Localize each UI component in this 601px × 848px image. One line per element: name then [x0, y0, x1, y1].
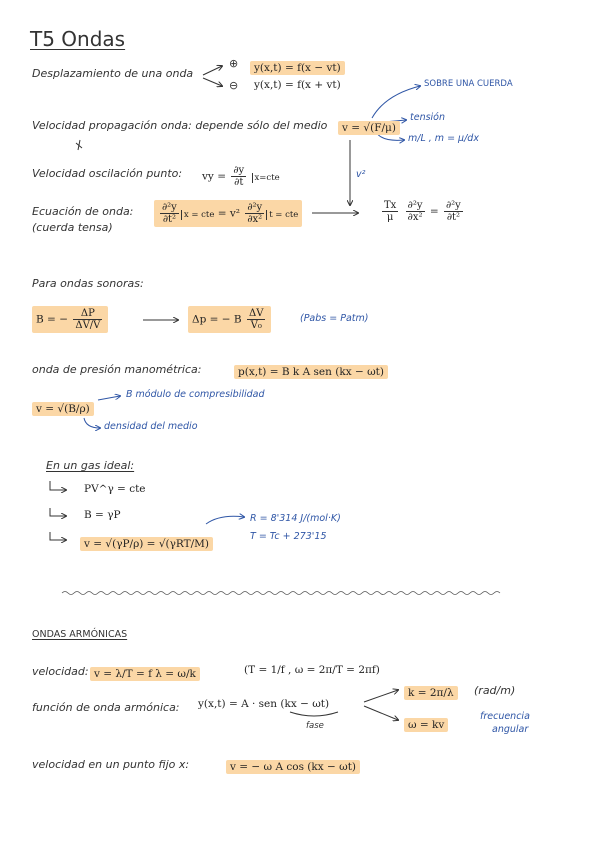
presion-eq: p(x,t) = B k A sen (kx − ωt) [234, 365, 388, 379]
armonicas-velocidad-eq: v = λ/T = f λ = ω/k [90, 667, 200, 681]
k-eq: k = 2π/λ [404, 686, 458, 700]
gas-constant-r: R = 8'314 J/(mol·K) [250, 513, 341, 524]
funcion-onda-label: función de onda armónica: [32, 701, 180, 714]
temperature-t: T = Tc + 273'15 [250, 531, 327, 542]
velocidad-oscilacion-eq: vy = $\frac{\partial y}{\partial t}$ x=cte [202, 165, 280, 188]
armonicas-velocidad-note: (T = 1/f , ω = 2π/T = 2πf) [244, 664, 380, 676]
v-squared-note: v² [356, 169, 366, 180]
presion-label: onda de presión manométrica: [32, 363, 202, 376]
ecuacion-onda-label: Ecuación de onda: [32, 205, 134, 218]
desplazamiento-label: Desplazamiento de una onda [32, 67, 194, 80]
velocidad-propagacion-eq: v = √(F/μ) [338, 121, 400, 135]
sobre-cuerda-note: SOBRE UNA CUERDA [424, 79, 513, 89]
desplazamiento-eq-minus: y(x,t) = f(x + vt) [254, 79, 341, 91]
modulo-b-eq: B = − $\frac{\Delta P}{\Delta V/V}$ [32, 306, 108, 333]
funcion-onda-eq: y(x,t) = A · sen (kx − ωt) [198, 698, 330, 710]
velocidad-propagacion-label: Velocidad propagación onda: depende sólo del medio [32, 119, 328, 132]
desplazamiento-eq-plus: y(x,t) = f(x − vt) [250, 61, 345, 75]
k-unit: (rad/m) [474, 684, 516, 697]
velocidad-punto-label: velocidad en un punto fijo x: [32, 758, 190, 771]
velocidad-sonido-eq: v = √(B/ρ) [32, 402, 94, 416]
delta-p-eq: Δp = − B $\frac{\Delta V}{\text{V₀}}$ [188, 306, 271, 333]
armonicas-velocidad-label: velocidad: [32, 665, 89, 678]
omega-eq: ω = kv [404, 718, 448, 732]
frecuencia-note: frecuencia [480, 711, 530, 722]
sonoras-label: Para ondas sonoras: [32, 277, 144, 290]
minus-sign: ⊖ [229, 79, 239, 92]
ecuacion-onda-eq: $\frac{\text{∂²y}}{\text{∂t²}}$ x = cte = v² $\frac{\text{∂²y}}{\text{∂x²}}$ t = cte [154, 200, 302, 227]
angular-note: angular [492, 724, 529, 735]
velocidad-oscilacion-label: Velocidad oscilación punto: [32, 167, 183, 180]
plus-sign: ⊕ [229, 57, 239, 70]
page-title: T5 Ondas [30, 27, 126, 51]
ecuacion-onda-result: $\frac{Tx}{\mu}$ $\frac{\text{∂²y}}{\text{∂x²}}$ = $\frac{\text{∂²y}}{\text{∂t²}}$ [384, 200, 461, 223]
armonicas-title: ONDAS ARMÓNICAS [32, 629, 128, 640]
velocidad-punto-eq: v = − ω A cos (kx − ωt) [226, 760, 360, 774]
modulo-compresibilidad-note: B módulo de compresibilidad [126, 389, 265, 400]
mu-definition: m/L , m = μ/dx [408, 133, 479, 144]
ecuacion-onda-sub: (cuerda tensa) [32, 221, 113, 234]
sonoras-note: (Pabs = Patm) [300, 313, 369, 324]
gas-ideal-line2: B = γP [84, 509, 121, 521]
densidad-note: densidad del medio [104, 421, 198, 432]
gas-ideal-line1: PV^γ = cte [84, 483, 146, 495]
gas-ideal-line3: v = √(γP/ρ) = √(γRT/M) [80, 537, 213, 551]
fase-label: fase [306, 721, 324, 731]
gas-ideal-label: En un gas ideal: [46, 459, 135, 472]
tension-note: tensión [410, 112, 446, 123]
